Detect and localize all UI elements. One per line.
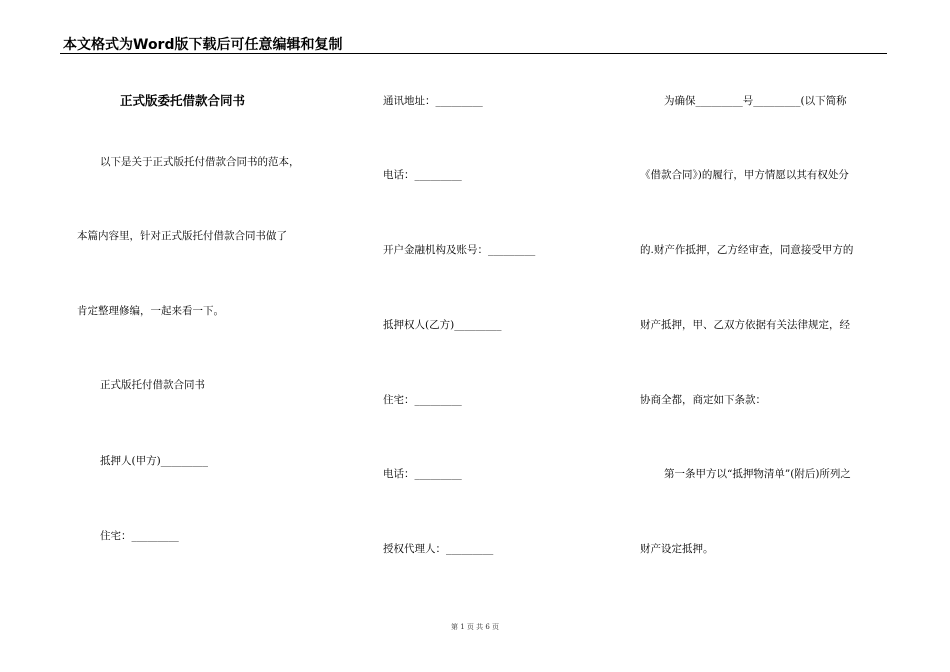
page-number: 第 1 页 共 6 页: [450, 623, 500, 631]
paragraph-line: 第一条甲方以“抵押物清单”(附后)所列之: [664, 468, 851, 480]
field-line: 开户金融机构及账号：_________: [383, 244, 536, 256]
field-line: 授权代理人：_________: [383, 543, 494, 555]
field-line: 电话：_________: [383, 468, 462, 480]
paragraph-line: 协商全都，商定如下条款：: [640, 394, 766, 406]
section-heading: 正式版托付借款合同书: [100, 379, 205, 391]
paragraph-line: 肯定整理修编，一起来看一下。: [77, 305, 224, 317]
paragraph-line: 财产设定抵押。: [640, 543, 714, 555]
paragraph-line: 为确保_________号_________(以下简称: [664, 95, 847, 107]
field-line: 住宅：_________: [100, 530, 179, 542]
paragraph-line: 的.财产作抵押，乙方经审查，同意接受甲方的: [640, 244, 854, 256]
field-line: 住宅：_________: [383, 394, 462, 406]
field-line: 抵押权人(乙方)_________: [383, 319, 502, 331]
field-line: 电话：_________: [383, 169, 462, 181]
document-title: 正式版委托借款合同书: [120, 93, 246, 108]
field-line: 抵押人(甲方)_________: [100, 455, 208, 467]
field-line: 通讯地址：_________: [383, 95, 483, 107]
document-header: 本文格式为Word版下载后可任意编辑和复制: [63, 37, 343, 53]
paragraph-line: 以下是关于正式版托付借款合同书的范本，: [100, 156, 300, 168]
paragraph-line: 本篇内容里，针对正式版托付借款合同书做了: [77, 230, 287, 242]
header-rule: [60, 53, 887, 54]
paragraph-line: 《借款合同》)的履行，甲方情愿以其有权处分: [640, 169, 849, 181]
paragraph-line: 财产抵押，甲、乙双方依据有关法律规定，经: [640, 319, 850, 331]
